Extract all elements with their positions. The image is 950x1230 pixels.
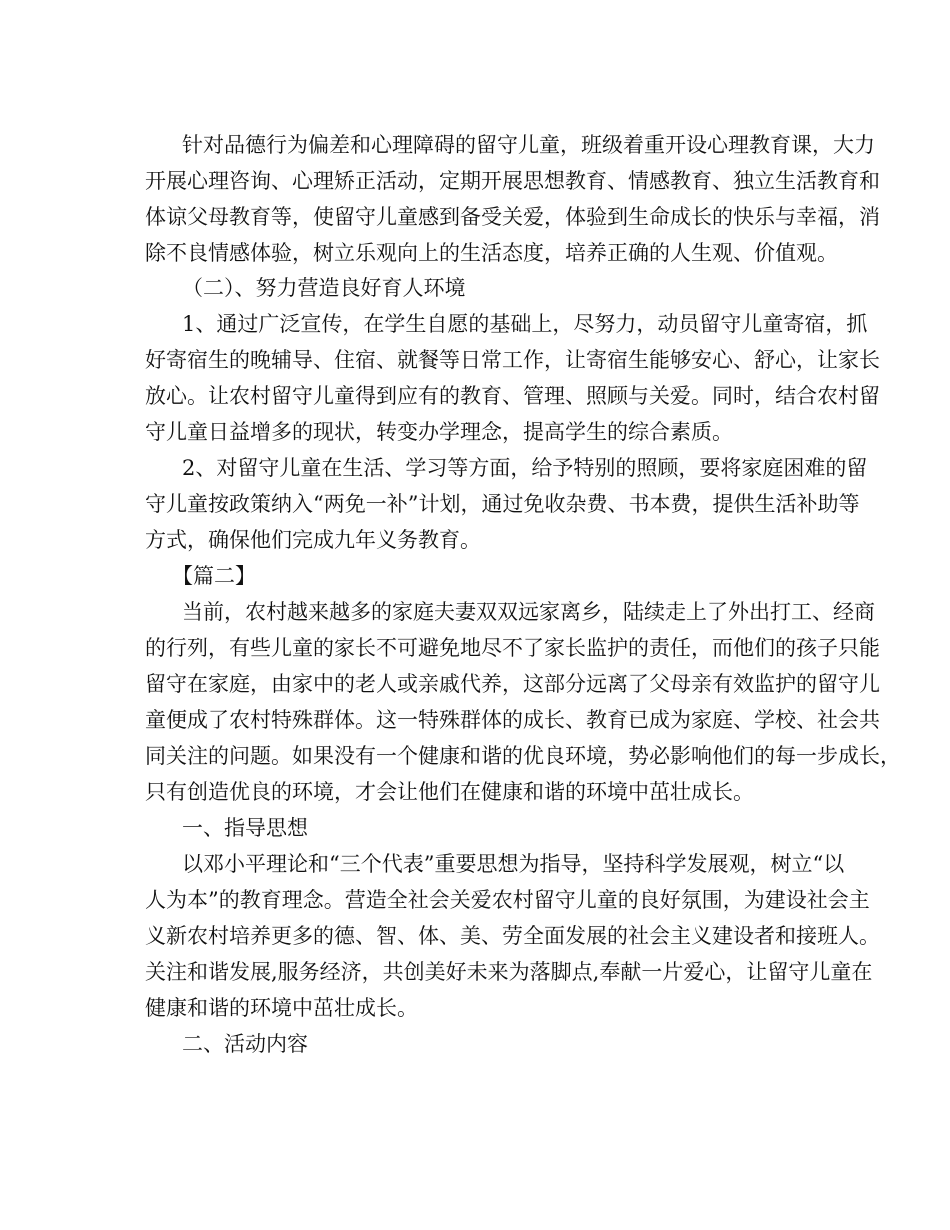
section-heading: 一、指导思想: [182, 816, 308, 840]
paragraph-line: 除不良情感体验，树立乐观向上的生活态度，培养正确的人生观、价值观。: [145, 241, 838, 265]
paragraph-line: 义新农村培养更多的德、智、体、美、劳全面发展的社会主义建设者和接班人。: [145, 924, 880, 948]
paragraph-line: 只有创造优良的环境，才会让他们在健康和谐的环境中茁壮成长。: [145, 780, 754, 804]
paragraph-line: 开展心理咨询、心理矫正活动，定期开展思想教育、情感教育、独立生活教育和: [145, 169, 880, 193]
paragraph-line: 放心。让农村留守儿童得到应有的教育、管理、照顾与关爱。同时，结合农村留: [145, 384, 880, 408]
paragraph-line: 2、对留守儿童在生活、学习等方面，给予特别的照顾，要将家庭困难的留: [182, 456, 868, 480]
paragraph-line: 健康和谐的环境中茁壮成长。: [145, 996, 418, 1020]
paragraph-line: 当前，农村越来越多的家庭夫妻双双远家离乡，陆续走上了外出打工、经商: [182, 600, 875, 624]
paragraph-line: 人为本”的教育理念。营造全社会关爱农村留守儿童的良好氛围，为建设社会主: [145, 888, 870, 912]
paragraph-line: 童便成了农村特殊群体。这一特殊群体的成长、教育已成为家庭、学校、社会共: [145, 708, 880, 732]
paragraph-line: 方式，确保他们完成九年义务教育。: [145, 528, 481, 552]
paragraph-line: 1、通过广泛宣传，在学生自愿的基础上，尽努力，动员留守儿童寄宿，抓: [182, 312, 868, 336]
paragraph-line: 好寄宿生的晚辅导、住宿、就餐等日常工作，让寄宿生能够安心、舒心，让家长: [145, 348, 880, 372]
section-title: 【篇二】: [172, 564, 256, 588]
section-heading: 二、活动内容: [182, 1032, 308, 1056]
paragraph-line: 守儿童日益增多的现状，转变办学理念，提高学生的综合素质。: [145, 420, 733, 444]
paragraph-line: 以邓小平理论和“三个代表”重要思想为指导，坚持科学发展观，树立“以: [182, 852, 845, 876]
paragraph-line: 同关注的问题。如果没有一个健康和谐的优良环境，势必影响他们的每一步成长，: [145, 744, 901, 768]
paragraph-line: 关注和谐发展,服务经济，共创美好未来为落脚点,奉献一片爱心，让留守儿童在: [145, 960, 873, 984]
paragraph-line: 针对品德行为偏差和心理障碍的留守儿童，班级着重开设心理教育课，大力: [182, 133, 875, 157]
section-heading: （二）、努力营造良好育人环境: [182, 276, 466, 300]
paragraph-line: 体谅父母教育等，使留守儿童感到备受关爱，体验到生命成长的快乐与幸福，消: [145, 205, 880, 229]
paragraph-line: 守儿童按政策纳入“两免一补”计划，通过免收杂费、书本费，提供生活补助等: [145, 492, 860, 516]
paragraph-line: 留守在家庭，由家中的老人或亲戚代养，这部分远离了父母亲有效监护的留守儿: [145, 672, 880, 696]
paragraph-line: 的行列，有些儿童的家长不可避免地尽不了家长监护的责任，而他们的孩子只能: [145, 636, 880, 660]
